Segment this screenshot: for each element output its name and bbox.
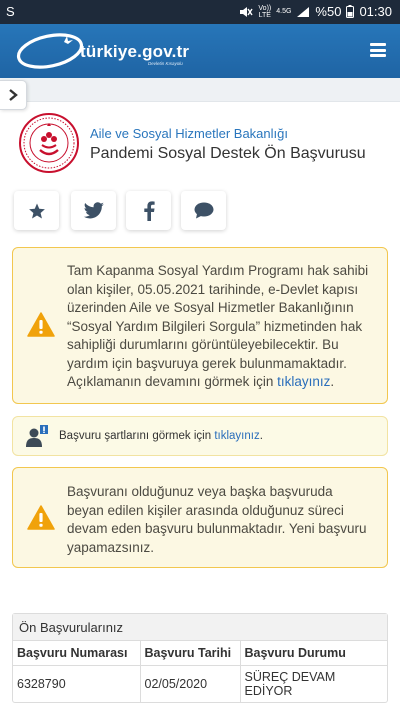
requirements-link[interactable]: tıklayınız (214, 430, 260, 442)
column-header: Başvuru Durumu (240, 641, 387, 665)
status-indicator: S (6, 4, 15, 19)
table-row[interactable] (13, 665, 387, 702)
facebook-share-button[interactable] (126, 191, 171, 230)
logo-swoosh-icon (14, 30, 84, 72)
institution-name[interactable]: Aile ve Sosyal Hizmetler Bakanlığı (90, 126, 288, 141)
applications-table (13, 641, 387, 702)
user-alert-icon (25, 424, 49, 448)
program-warning-alert (12, 247, 388, 404)
breadcrumb-bar (0, 78, 400, 102)
existing-application-text: Başvuranı olduğunuz veya başka başvuruda beyan edilen kişiler arasında olduğunuz süreci devam eden başvuru bulunmaktadır. Yeni başvuru yapamazsınız. (67, 484, 367, 555)
menu-button[interactable] (370, 43, 386, 57)
twitter-icon (83, 202, 105, 220)
applications-title: Ön Başvurularınız (13, 614, 387, 641)
comment-button[interactable] (181, 191, 226, 230)
requirements-message: Başvuru şartlarını görmek için (59, 430, 212, 442)
site-logo[interactable] (14, 30, 204, 72)
application-date: 02/05/2020 (140, 665, 240, 702)
institution-header (18, 112, 388, 176)
warning-icon (27, 505, 55, 530)
status-bar (0, 0, 400, 24)
application-number: 6328790 (13, 665, 140, 702)
program-warning-suffix: . (330, 374, 335, 389)
applications-panel (12, 613, 388, 703)
favorite-button[interactable] (14, 191, 59, 230)
network-label: 4.5G (276, 8, 292, 15)
clock: 01:30 (359, 4, 392, 19)
chevron-right-icon (8, 89, 18, 101)
battery-icon (346, 5, 354, 18)
requirements-suffix: . (259, 430, 263, 442)
ministry-emblem-icon (18, 112, 80, 174)
logo-text: türkiye.gov.tr (80, 42, 190, 61)
application-status: SÜREÇ DEVAM EDİYOR (244, 669, 336, 698)
twitter-share-button[interactable] (71, 191, 116, 230)
existing-application-alert (12, 467, 388, 568)
requirements-info-text (59, 430, 263, 442)
star-icon (28, 202, 46, 220)
column-header: Başvuru Tarihi (140, 641, 240, 665)
side-panel-toggle[interactable] (0, 80, 27, 110)
battery-percent: %50 (315, 4, 342, 19)
program-details-link[interactable]: tıklayınız (277, 374, 331, 389)
volte-label: Vo)) (258, 4, 272, 12)
mute-icon (239, 6, 253, 18)
table-header-row (13, 641, 387, 665)
site-header (0, 24, 400, 78)
requirements-info (12, 416, 388, 456)
program-warning-message: Tam Kapanma Sosyal Yardım Programı hak sahibi olan kişiler, 05.05.2021 tarihinde, e-Devlet kapısı üzerinden Aile ve Sosyal Hizmetler Bakanlığının “Sosyal Yardım Bilgileri Sorgula” hizmetinden hak sahipliği durumlarını görüntüleyebilecektir. Bu yardım için başvuruya gerek bulunmamaktadır. Açıklamanın devamını görmek için (67, 263, 369, 389)
comment-icon (194, 202, 214, 219)
facebook-icon (143, 201, 155, 221)
page-title: Pandemi Sosyal Destek Ön Başvurusu (90, 145, 366, 162)
warning-icon (27, 312, 55, 337)
column-header: Başvuru Numarası (13, 641, 140, 665)
signal-icon (296, 6, 310, 18)
logo-tagline: Devletin Kısayolu (148, 61, 183, 66)
program-warning-text (67, 262, 373, 392)
lte-label: LTE (258, 11, 271, 19)
